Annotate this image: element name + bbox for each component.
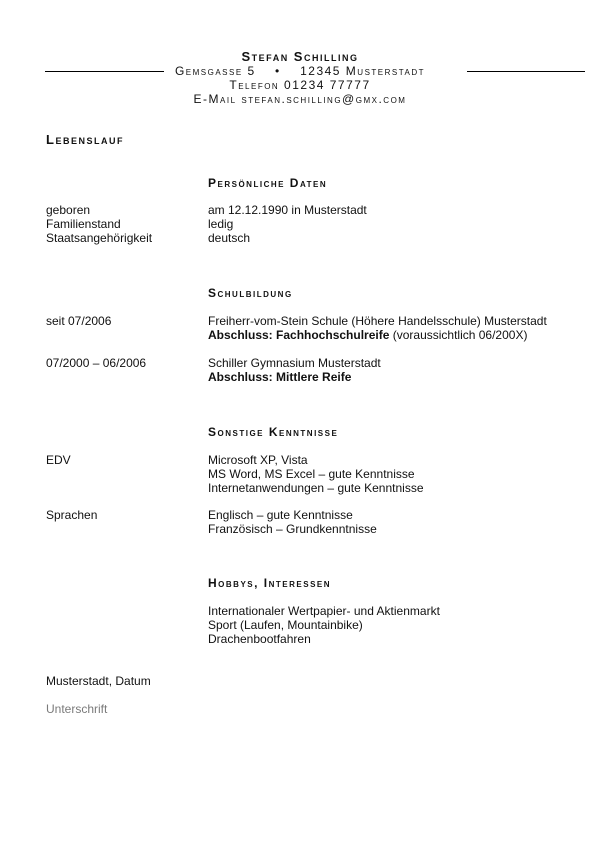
school-degree-1: [208, 328, 547, 342]
skill-line: MS Word, MS Excel – gute Kenntnisse: [208, 467, 415, 481]
phone-line: Telefon 01234 77777: [229, 78, 371, 92]
skill-line: Englisch – gute Kenntnisse: [208, 508, 353, 522]
hobbies-values: [208, 604, 440, 646]
document-title: Lebenslauf: [46, 132, 124, 147]
address-city: 12345 Musterstadt: [300, 64, 426, 78]
hobby-line: Internationaler Wertpapier- und Aktienmarkt: [208, 604, 440, 618]
email-line: E-Mail stefan.schilling@gmx.com: [193, 92, 407, 106]
skill-line: Französisch – Grundkenntnisse: [208, 522, 377, 536]
school-period-2: 07/2000 – 06/2006: [46, 356, 147, 370]
applicant-name: Stefan Schilling: [241, 49, 359, 64]
school-name-1: Freiherr-vom-Stein Schule (Höhere Handelsschule) Musterstadt: [208, 314, 547, 328]
address-separator: •: [275, 64, 281, 78]
section-title-hobbies: Hobbys, Interessen: [208, 576, 332, 590]
place-date: Musterstadt, Datum: [46, 674, 151, 688]
value-nationality: deutsch: [208, 231, 251, 245]
label-born: geboren: [46, 203, 91, 217]
skill-line: Microsoft XP, Vista: [208, 453, 308, 467]
skills-label-languages: Sprachen: [46, 508, 98, 522]
signature-placeholder: Unterschrift: [46, 702, 108, 716]
value-marital-status: ledig: [208, 217, 234, 231]
school-period-1: seit 07/2006: [46, 314, 112, 328]
school-degree-2: [208, 370, 381, 384]
skills-label-it: EDV: [46, 453, 71, 467]
hobby-line: Drachenbootfahren: [208, 632, 311, 646]
skills-language-values: [208, 508, 377, 536]
label-marital-status: Familienstand: [46, 217, 121, 231]
section-title-personal: Persönliche Daten: [208, 176, 328, 190]
school-entry-1: [208, 314, 547, 342]
skill-line: Internetanwendungen – gute Kenntnisse: [208, 481, 424, 495]
degree-label-2: Abschluss: Mittlere Reife: [208, 370, 352, 384]
value-born: am 12.12.1990 in Musterstadt: [208, 203, 367, 217]
contact-header: [0, 50, 600, 106]
address-line: [0, 64, 600, 78]
school-entry-2: [208, 356, 381, 384]
section-title-school: Schulbildung: [208, 286, 293, 300]
personal-labels: [46, 203, 152, 245]
degree-note-1: (voraussichtlich 06/200X): [389, 328, 528, 342]
school-name-2: Schiller Gymnasium Musterstadt: [208, 356, 381, 370]
degree-label-1: Abschluss: Fachhochschulreife: [208, 328, 390, 342]
label-nationality: Staatsangehörigkeit: [46, 231, 153, 245]
hobby-line: Sport (Laufen, Mountainbike): [208, 618, 363, 632]
skills-it-values: [208, 453, 424, 495]
personal-values: [208, 203, 367, 245]
address-street: Gemsgasse 5: [174, 64, 256, 78]
section-title-skills: Sonstige Kenntnisse: [208, 425, 339, 439]
